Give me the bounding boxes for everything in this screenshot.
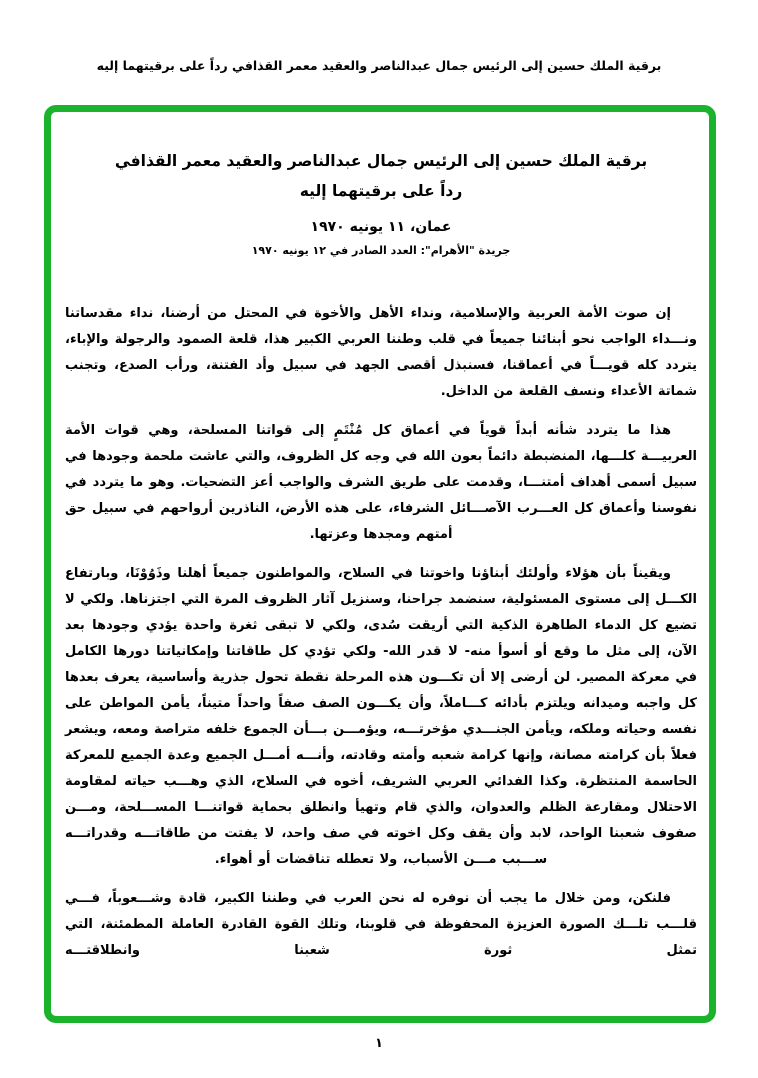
paragraph-2: هذا ما يتردد شأنه أبداً قوياً في أعماق كل مُنْتَمٍ إلى قواتنا المسلحة، وهي قوات الأمة العربيـــة كلـــها، المنضبطة دائماً بعون الله في وجه كل الظروف، والتي عاشت ملحمة وجودها في سبيل أسمى أهداف أمتنـــا، وقدمت على طريق الشرف والواجب أعز التضحيات. وهو ما يتردد في نفوسنا وأعماق كل العـــرب الآصـــائل الشرفاء، على هذه الأرض، الناذرين أرواحهم في سبيل حق أمتهم ومجدها وعزتها. — [65, 423, 697, 542]
document-header-line: برقية الملك حسين إلى الرئيس جمال عبدالناصر والعقيد معمر القذافي رداً على برقيتهما إليه — [96, 58, 662, 73]
date-line: عمان، ١١ يونيه ١٩٧٠ — [310, 219, 452, 235]
paragraph-4: فلنكن، ومن خلال ما يجب أن نوفره له نحن العرب في وطننا الكبير، قادة وشـــعوباً، فـــي قلـــب تلـــك الصورة العزيزة المحفوظة في قلوبنا، وتلك القوة القادرة العاملة المطمئنة، التي تمثل ثورة شعبنا وانطلاقتـــه — [65, 891, 697, 958]
document-title-line-2: رداً على برقيتهما إليه — [299, 182, 463, 200]
page-number: ١ — [375, 1036, 383, 1051]
paragraph-3: ويقيناً بأن هؤلاء وأولئك أبناؤنا واخوتنا في السلاح، والمواطنون جميعاً أهلنا وذَوُوْنَا، وبارتفاع الكـــل إلى مستوى المسئولية، سنضمد جراحنا، وسنزيل آثار الظروف المرة التي اجتزناها. ولكي لا تضيع كل الدماء الطاهرة الذكية التي أريقت سُدى، ولكي لا تبقى ثغرة واحدة يؤدي وجودها بعد الآن، إلى مثل ما وقع أو أسوأ منه- لا قدر الله- ولكي تؤدي كل طاقاتنا وإمكانياتنا دورها الكامل في معركة المصير. لن أرضى إلا أن تكـــون هذه المرحلة نقطة تحول جذرية وأساسية، يعرف بعدها كل واجبه وميدانه ويلتزم بأدائه كـــاملاً، وأن يكـــون الصف صفاً واحداً متيناً، يأمن المواطن على نفسه وحياته وملكه، ويأمن الجنـــدي مؤخرتـــه، ويؤمـــن بـــأن الجموع خلفه متراصة ومعه، ويشعر فعلاً بأن كرامته مصانة، وإنها كرامة شعبه وأمته وقادته، وأنـــه أمـــل الجميع وعدة الجميع للمعركة الحاسمة المنتظرة. وكذا الفدائي العربي الشريف، أخوه في السلاح، الذي وهـــب حياته لمقاومة الاحتلال ومقارعة الظلم والعدوان، والذي قام وتهيأ وانطلق بحماية قواتنـــا المســـلحة، ومـــن صفوف شعبنا الواحد، لابد وأن يقف وكل اخوته في صف واحد، لا يفتت من طاقاتـــه وقدراتـــه ســـبب مـــن الأسباب، ولا تعطله تناقضات أو أهواء. — [65, 566, 697, 867]
document-title-line-1: برقية الملك حسين إلى الرئيس جمال عبدالناصر والعقيد معمر القذافي — [114, 152, 648, 170]
source-line: جريدة "الأهرام": العدد الصادر في ١٢ يونيه ١٩٧٠ — [251, 244, 511, 257]
paragraph-1: إن صوت الأمة العربية والإسلامية، ونداء الأهل والأخوة في المحتل من أرضنا، نداء مقدساتنا ونـــداء الواجب نحو أبنائنا جميعاً في قلب وطننا العربي الكبير هذا، قلعة الصمود والرجولة والإباء، يتردد كله قويـــاً في أعماقنا، فسنبذل أقصى الجهد في سبيل وأد الفتنة، ورأب الصدع، وتجنب شماتة الأعداء ونسف القلعة من الداخل. — [65, 306, 697, 399]
document-frame — [44, 105, 716, 1023]
document-title — [65, 146, 697, 206]
document-body — [65, 301, 697, 964]
